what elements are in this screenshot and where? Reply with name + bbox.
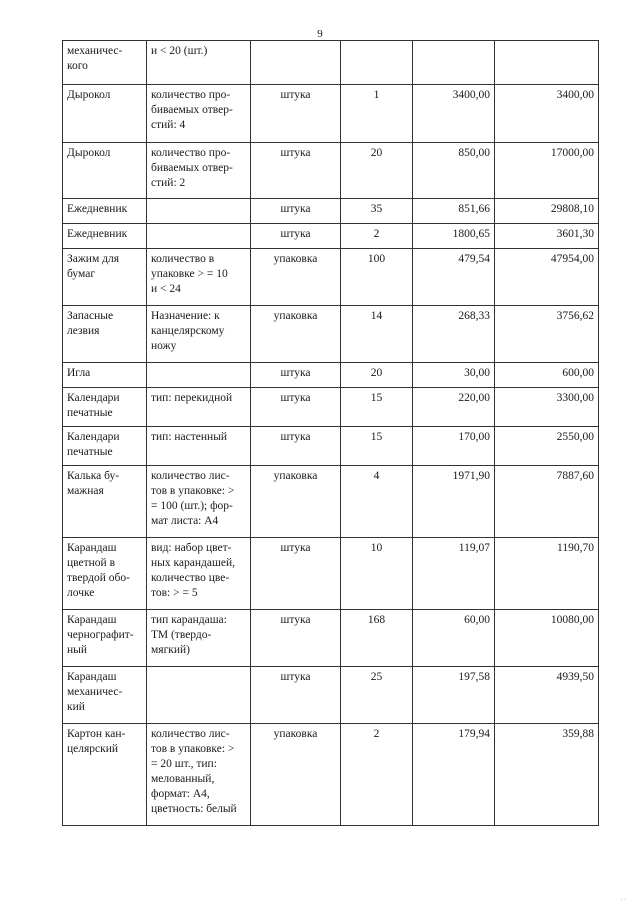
goods-table [62,40,599,826]
item-description-cell: вид: набор цвет- ных карандашей, количество цве- тов: > = 5 [147,538,251,610]
price-cell: 179,94 [413,724,495,826]
item-name-cell: механичес- кого [63,41,147,85]
price-cell: 170,00 [413,427,495,466]
unit-cell: штука [251,667,341,724]
quantity-cell: 4 [341,466,413,538]
unit-cell: штука [251,388,341,427]
price-cell: 479,54 [413,249,495,306]
table-row [63,85,599,143]
unit-cell: штука [251,610,341,667]
goods-table-body [63,41,599,826]
price-cell: 197,58 [413,667,495,724]
total-cell: 17000,00 [495,143,599,199]
price-cell: 850,00 [413,143,495,199]
item-name-cell: Ежедневник [63,224,147,249]
item-name-cell: Запасные лезвия [63,306,147,363]
item-name-cell: Календари печатные [63,427,147,466]
price-cell: 268,33 [413,306,495,363]
table-row [63,41,599,85]
item-name-cell: Карандаш чернографит- ный [63,610,147,667]
quantity-cell: 168 [341,610,413,667]
quantity-cell: 20 [341,363,413,388]
price-cell: 30,00 [413,363,495,388]
unit-cell: штука [251,538,341,610]
quantity-cell [341,41,413,85]
table-row [63,249,599,306]
table-row [63,538,599,610]
total-cell: 47954,00 [495,249,599,306]
price-cell: 1971,90 [413,466,495,538]
item-description-cell [147,363,251,388]
total-cell: 3300,00 [495,388,599,427]
table-row [63,724,599,826]
item-description-cell [147,199,251,224]
table-row [63,363,599,388]
item-description-cell: тип: перекидной [147,388,251,427]
table-row [63,427,599,466]
scan-mark: · · [620,897,626,903]
table-row [63,610,599,667]
item-description-cell [147,667,251,724]
item-description-cell: количество лис- тов в упаковке: > = 20 шт., тип: мелованный, формат: А4, цветность: белый [147,724,251,826]
quantity-cell: 15 [341,427,413,466]
unit-cell: штука [251,85,341,143]
table-row [63,667,599,724]
unit-cell: упаковка [251,724,341,826]
table-row [63,388,599,427]
quantity-cell: 25 [341,667,413,724]
unit-cell: упаковка [251,249,341,306]
total-cell: 3601,30 [495,224,599,249]
table-row [63,306,599,363]
quantity-cell: 2 [341,224,413,249]
table-row [63,466,599,538]
price-cell [413,41,495,85]
price-cell: 220,00 [413,388,495,427]
item-name-cell: Календари печатные [63,388,147,427]
page-number: 9 [317,28,323,40]
table-row [63,199,599,224]
unit-cell: штука [251,199,341,224]
item-description-cell: количество про- биваемых отвер- стий: 2 [147,143,251,199]
item-name-cell: Дырокол [63,85,147,143]
quantity-cell: 20 [341,143,413,199]
item-description-cell [147,224,251,249]
price-cell: 60,00 [413,610,495,667]
item-description-cell: количество лис- тов в упаковке: > = 100 (шт.); фор- мат листа: А4 [147,466,251,538]
price-cell: 1800,65 [413,224,495,249]
unit-cell: упаковка [251,306,341,363]
item-description-cell: тип карандаша: ТМ (твердо- мягкий) [147,610,251,667]
quantity-cell: 2 [341,724,413,826]
quantity-cell: 10 [341,538,413,610]
price-cell: 119,07 [413,538,495,610]
item-description-cell: тип: настенный [147,427,251,466]
item-description-cell: и < 20 (шт.) [147,41,251,85]
table-row [63,143,599,199]
total-cell: 4939,50 [495,667,599,724]
item-name-cell: Ежедневник [63,199,147,224]
unit-cell: штука [251,363,341,388]
item-name-cell: Калька бу- мажная [63,466,147,538]
quantity-cell: 1 [341,85,413,143]
total-cell: 359,88 [495,724,599,826]
total-cell: 2550,00 [495,427,599,466]
table-row [63,224,599,249]
quantity-cell: 15 [341,388,413,427]
total-cell: 10080,00 [495,610,599,667]
total-cell: 1190,70 [495,538,599,610]
quantity-cell: 14 [341,306,413,363]
item-name-cell: Зажим для бумаг [63,249,147,306]
item-description-cell: количество про- биваемых отвер- стий: 4 [147,85,251,143]
total-cell: 600,00 [495,363,599,388]
unit-cell: штука [251,427,341,466]
total-cell: 3400,00 [495,85,599,143]
quantity-cell: 35 [341,199,413,224]
quantity-cell: 100 [341,249,413,306]
unit-cell: штука [251,143,341,199]
item-name-cell: Картон кан- целярский [63,724,147,826]
total-cell: 7887,60 [495,466,599,538]
unit-cell: штука [251,224,341,249]
item-description-cell: количество в упаковке > = 10 и < 24 [147,249,251,306]
price-cell: 3400,00 [413,85,495,143]
total-cell: 3756,62 [495,306,599,363]
item-name-cell: Дырокол [63,143,147,199]
price-cell: 851,66 [413,199,495,224]
item-description-cell: Назначение: к канцелярскому ножу [147,306,251,363]
total-cell: 29808,10 [495,199,599,224]
item-name-cell: Карандаш механичес- кий [63,667,147,724]
unit-cell [251,41,341,85]
total-cell [495,41,599,85]
item-name-cell: Игла [63,363,147,388]
unit-cell: упаковка [251,466,341,538]
item-name-cell: Карандаш цветной в твердой обо- лочке [63,538,147,610]
